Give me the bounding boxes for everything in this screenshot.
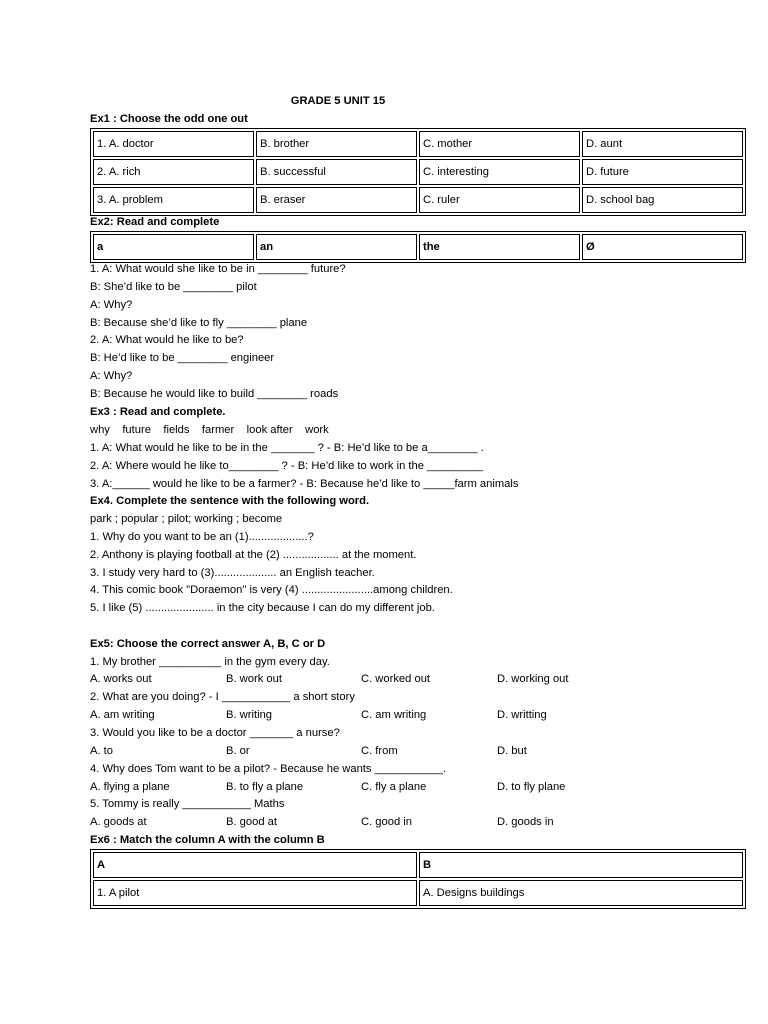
ex4-line: 1. Why do you want to be an (1)...................? [90, 531, 314, 543]
ex4-line: 2. Anthony is playing football at the (2) .................. at the moment. [90, 549, 417, 561]
answer-option: D. working out [497, 673, 569, 685]
ex4-line: 3. I study very hard to (3).................... an English teacher. [90, 567, 375, 579]
ex2-line: B: Because she’d like to fly ________ plane [90, 317, 308, 329]
ex5-question: 2. What are you doing? - I ___________ a short story [90, 691, 355, 703]
table-cell: 1. A pilot [93, 880, 417, 906]
answer-option: A. flying a plane [90, 781, 170, 793]
table-cell: C. interesting [419, 159, 580, 185]
answer-option: A. goods at [90, 816, 147, 828]
table-cell: A. Designs buildings [419, 880, 743, 906]
ex5-question: 3. Would you like to be a doctor _______ a nurse? [90, 727, 340, 739]
answer-option: C. fly a plane [361, 781, 427, 793]
ex5-question: 1. My brother __________ in the gym every day. [90, 656, 330, 668]
ex5-question: 4. Why does Tom want to be a pilot? - Because he wants ___________. [90, 763, 447, 775]
answer-option: B. to fly a plane [226, 781, 304, 793]
answer-option: B. or [226, 745, 250, 757]
ex1-heading: Ex1 : Choose the odd one out [90, 113, 248, 125]
option-cell: the [419, 234, 580, 260]
page-title: GRADE 5 UNIT 15 [290, 95, 386, 107]
answer-option: D. goods in [497, 816, 554, 828]
table-cell: D. future [582, 159, 743, 185]
table-cell: 2. A. rich [93, 159, 254, 185]
ex3-word-bank: why future fields farmer look after work [90, 424, 329, 436]
ex3-heading: Ex3 : Read and complete. [90, 406, 226, 418]
table-row [93, 852, 743, 878]
ex2-options-table [90, 231, 746, 263]
table-row [93, 159, 743, 185]
answer-option: D. to fly plane [497, 781, 566, 793]
ex2-line: B: She’d like to be ________ pilot [90, 281, 257, 293]
answer-option: D. writting [497, 709, 547, 721]
answer-option: C. from [361, 745, 398, 757]
table-cell: B. eraser [256, 187, 417, 213]
ex2-line: 1. A: What would she like to be in ________ future? [90, 263, 346, 275]
ex3-line: 1. A: What would he like to be in the _______ ? - B: He’d like to be a________ . [90, 442, 484, 454]
answer-option: B. good at [226, 816, 278, 828]
ex2-heading: Ex2: Read and complete [90, 216, 220, 228]
column-header: A [93, 852, 417, 878]
column-header: B [419, 852, 743, 878]
ex2-line: A: Why? [90, 370, 133, 382]
ex2-line: B: Because he would like to build ________ roads [90, 388, 339, 400]
answer-option: B. work out [226, 673, 282, 685]
table-cell: B. brother [256, 131, 417, 157]
answer-option: C. worked out [361, 673, 431, 685]
table-row [93, 234, 743, 260]
answer-option: A. works out [90, 673, 152, 685]
table-cell: D. school bag [582, 187, 743, 213]
ex4-heading: Ex4. Complete the sentence with the following word. [90, 495, 370, 507]
table-row [93, 880, 743, 906]
option-cell: a [93, 234, 254, 260]
ex4-word-bank: park ; popular ; pilot; working ; become [90, 513, 283, 525]
ex3-line: 2. A: Where would he like to________ ? - B: He’d like to work in the _________ [90, 460, 484, 472]
ex2-line: B: He’d like to be ________ engineer [90, 352, 275, 364]
ex4-line: 4. This comic book "Doraemon" is very (4) .......................among children. [90, 584, 453, 596]
table-row [93, 131, 743, 157]
table-cell: C. mother [419, 131, 580, 157]
table-row [93, 187, 743, 213]
table-cell: C. ruler [419, 187, 580, 213]
ex4-line: 5. I like (5) ...................... in the city because I can do my different job. [90, 602, 435, 614]
table-cell: 1. A. doctor [93, 131, 254, 157]
table-cell: 3. A. problem [93, 187, 254, 213]
answer-option: D. but [497, 745, 527, 757]
option-cell: an [256, 234, 417, 260]
ex1-table [90, 128, 746, 216]
answer-option: C. am writing [361, 709, 427, 721]
ex2-line: A: Why? [90, 299, 133, 311]
ex6-heading: Ex6 : Match the column A with the column B [90, 834, 325, 846]
answer-option: A. to [90, 745, 114, 757]
ex6-table [90, 849, 746, 909]
answer-option: B. writing [226, 709, 273, 721]
ex5-question: 5. Tommy is really ___________ Maths [90, 798, 285, 810]
option-cell: Ø [582, 234, 743, 260]
table-cell: B. successful [256, 159, 417, 185]
ex2-line: 2. A: What would he like to be? [90, 334, 244, 346]
table-cell: D. aunt [582, 131, 743, 157]
ex3-line: 3. A:______ would he like to be a farmer? - B: Because he’d like to _____farm animals [90, 478, 519, 490]
answer-option: C. good in [361, 816, 412, 828]
ex5-heading: Ex5: Choose the correct answer A, B, C or D [90, 638, 326, 650]
answer-option: A. am writing [90, 709, 155, 721]
